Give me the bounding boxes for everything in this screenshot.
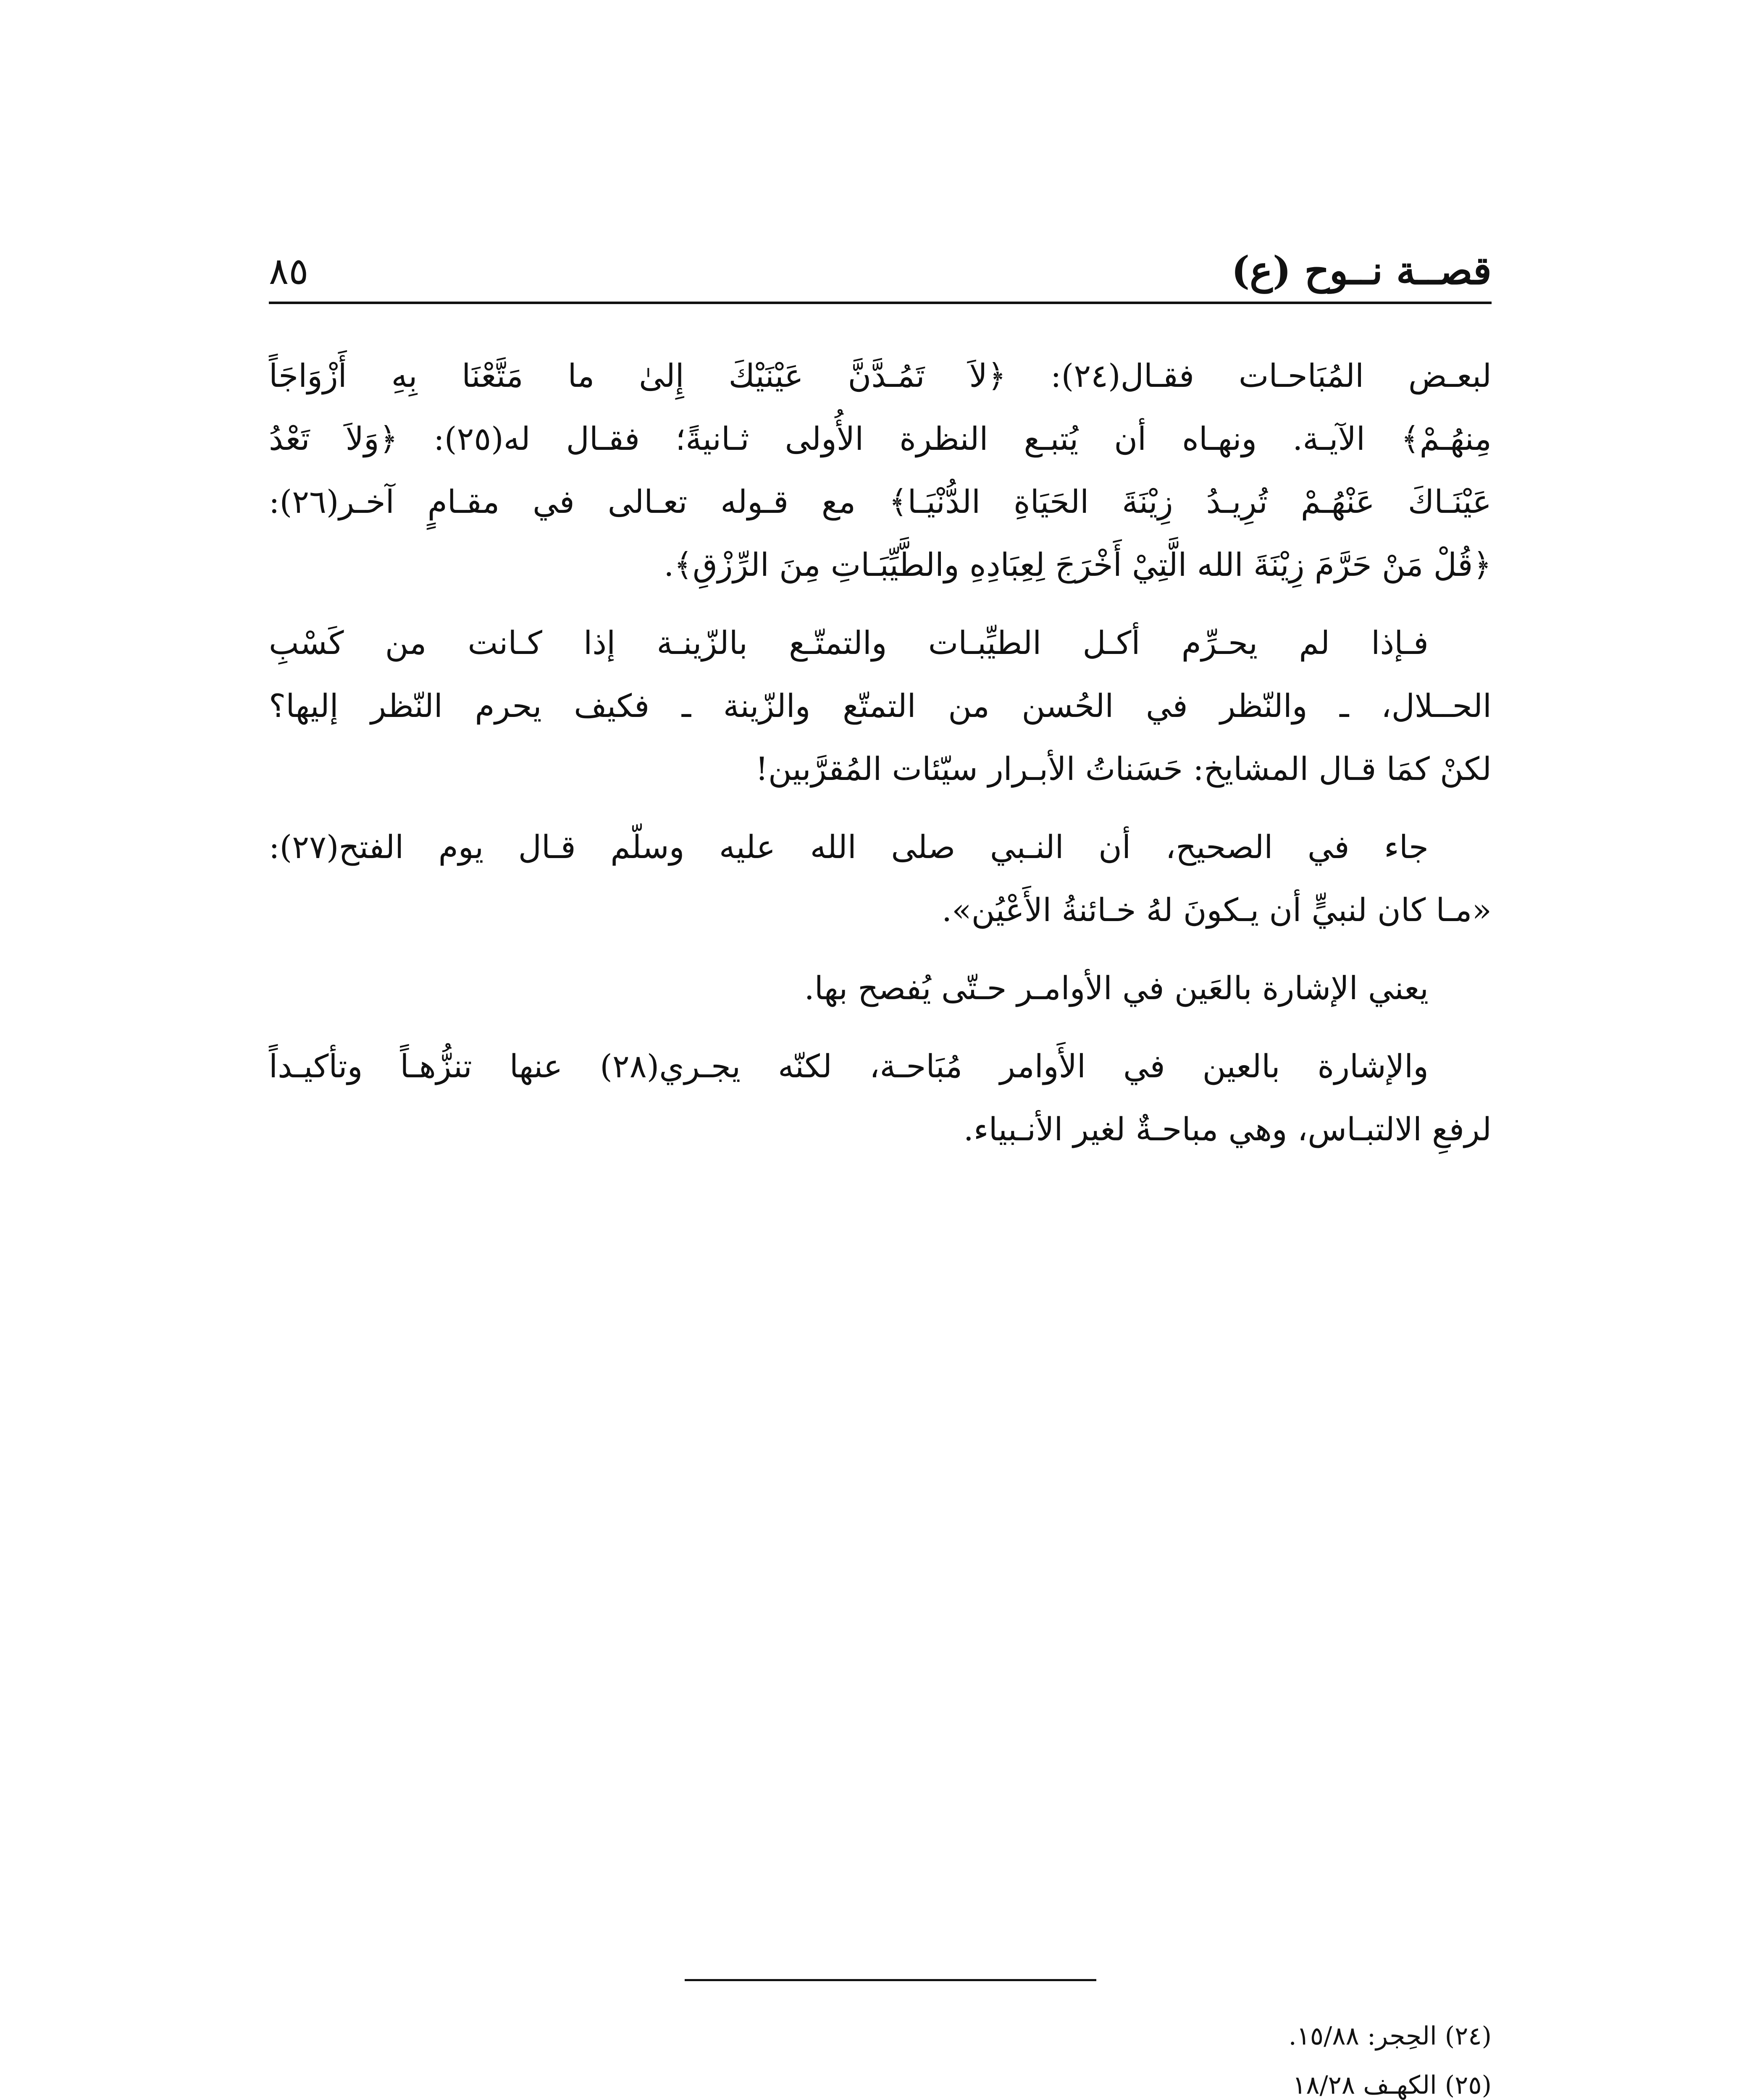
paragraph-4 xyxy=(269,957,1492,1020)
text-line: مِنهُـمْ﴾ الآيـة. ونهـاه أن يُتبـع النظرة الأُولى ثـانيةً؛ فقـال له(٢٥): ﴿وَلاَ تَعْدُ xyxy=(269,420,1492,457)
text-line: ﴿قُلْ مَنْ حَرَّمَ زِيْنَةَ الله الَّتِيْ أَخْرَجَ لِعِبَادِهِ والطَّيِّبَـاتِ مِنَ الرِّزْقِ﴾. xyxy=(664,546,1492,583)
running-title: قصــة نــوح (ع) xyxy=(1231,248,1492,293)
footnotes xyxy=(269,2012,1492,2100)
text-line: لبعـض المُبَاحـات فقـال(٢٤): ﴿لاَ تَمُـدَّنَّ عَيْنَيْكَ إِلىٰ ما مَتَّعْنَا بِهِ أَزْوَاجَاً xyxy=(269,357,1492,394)
text-line: «مـا كان لنبيٍّ أن يـكونَ لهُ خـائنةُ الأَعْيُن». xyxy=(941,891,1492,929)
paragraph-1 xyxy=(269,344,1492,596)
footnote-24: (٢٤) الحِجر: ١٥/٨٨. xyxy=(1288,2021,1492,2051)
header-rule xyxy=(269,302,1492,304)
text-line: والإشارة بالعين في الأَوامر مُبَاحـة، لكنّه يجـري(٢٨) عنها تنزُّهـاً وتأكيـداً xyxy=(269,1047,1429,1085)
text-line: فـإذا لم يحـرِّم أكـل الطيِّبـات والتمتّـع بالزّينـة إذا كـانت من كَسْبِ xyxy=(269,624,1429,662)
footnote-separator xyxy=(685,1979,1096,1981)
text-line: لكنْ كمَا قـال المشايخ: حَسَناتُ الأبـرار سيّئات المُقرَّبين! xyxy=(755,750,1492,788)
paragraph-3 xyxy=(269,816,1492,942)
body-text xyxy=(269,344,1492,1176)
paragraph-5 xyxy=(269,1035,1492,1161)
text-line: جاء في الصحيح، أن النـبي صلى الله عليه وسلّم قـال يوم الفتح(٢٧): xyxy=(269,828,1429,866)
footnote-25: (٢٥) الكهـف ١٨/٢٨ xyxy=(1292,2071,1492,2100)
text-line: يعني الإشارة بالعَين في الأوامـر حـتّى يُفصح بها. xyxy=(804,969,1429,1007)
text-line: الحــلال، ـ والنّظر في الحُسن من التمتّع والزّينة ـ فكيف يحرم النّظر إليها؟ xyxy=(269,687,1492,724)
text-line: عَيْنَـاكَ عَنْهُـمْ تُرِيـدُ زِيْنَةَ الحَيَاةِ الدُّنْيَـا﴾ مع قـوله تعـالى في مقـامٍ آخـر(٢٦): xyxy=(269,483,1492,520)
paragraph-2 xyxy=(269,612,1492,801)
page-header xyxy=(269,235,1492,298)
text-line: لرفعِ الالتبـاس، وهي مباحـةٌ لغير الأنـبياء. xyxy=(963,1110,1492,1148)
page-number: ٨٥ xyxy=(269,249,309,293)
